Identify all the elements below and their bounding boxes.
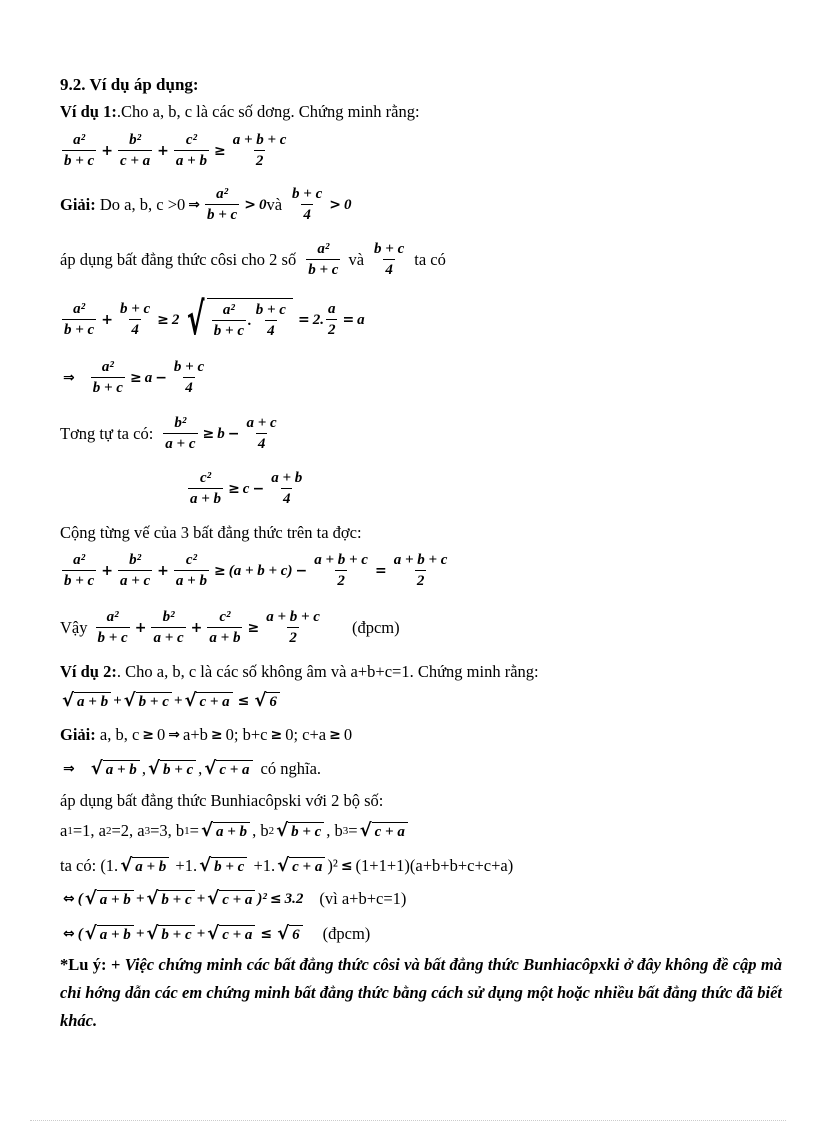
inequality-main: $\frac{\text{a²}}{b + c}$ + $\frac{\text{b²}}{c + a}$ + $\frac{\text{c²}}{a + b}$ ≥ $\frac{a + b + c}{2}$: [64, 132, 287, 169]
example-1-text: .Cho a, b, c là các số dơng. Chứng minh rằng:: [116, 102, 420, 121]
equiv-line-1: ⇔ ( √ a + b + √ b + c + √ c + a )² ≤ 3.2 (vì a+b+c=1): [63, 888, 407, 909]
implication-c: $\frac{\text{c²}}{a + b}$ ≥ c − $\frac{a + b}{4}$: [190, 470, 303, 507]
solution-1-line: Giải: Do a, b, c >0 ⇒ $\frac{\text{a²}}{b + c}$ > 0 và $\frac{b + c}{4}$ > 0: [60, 186, 352, 223]
solution-2-label: Giải:: [60, 725, 96, 744]
solution-2-line: Giải: a, b, c ≥ 0 ⇒ a+b ≥ 0; b+c ≥ 0; c+a ≥ 0: [60, 725, 353, 744]
note-label: *Lu ý:: [60, 955, 107, 974]
example-1-heading: [60, 104, 420, 121]
implication-a: ⇒ $\frac{\text{a²}}{b + c}$ ≥ a − $\frac{b + c}{4}$: [63, 359, 205, 396]
conclusion-label: Vậy: [60, 617, 88, 637]
bunhia-text: áp dụng bất đẳng thức Bunhiacôpski với 2 bộ số:: [60, 791, 384, 810]
note-text: Việc chứng minh các bất đẳng thức côsi và bất đẳng thức Bunhiacôpxki ở đây không đề cập mà chỉ hớng dẫn các em chứng minh bất đẳng thức bằng cách sử dụng một hoặc nhiều bất đẳng thức đã biết khác.: [60, 955, 783, 1030]
meaningful-text: có nghĩa.: [260, 758, 322, 778]
and-text: và: [266, 194, 283, 214]
tuples-line: a 1 =1, a 2 =2, a 3 =3, b 1 = √ a + b , b 2 √ b + c , b 3 = √ c + a: [60, 822, 410, 840]
sum-inequality: $\frac{\text{a²}}{b + c}$ + $\frac{\text{b²}}{a + c}$ + $\frac{\text{c²}}{a + b}$ ≥ (a + b + c) − $\frac{a + b + c}{2}$ = $\frac{a + b + c}{2}$: [64, 552, 448, 589]
bunhia-apply-prefix: ta có: (1.: [60, 855, 119, 875]
bunhia-rhs: (1+1+1)(a+b+b+c+c+a): [355, 855, 514, 875]
cond-2: 0; b+c: [225, 725, 268, 744]
bunhia-apply: ta có: (1. √ a + b +1. √ b + c +1. √ c + a )² ≤ (1+1+1)(a+b+b+c+c+a): [60, 855, 514, 876]
equiv-line-2: ⇔ ( √ a + b + √ b + c + √ c + a ≤ √ 6 (đpcm): [63, 923, 371, 944]
conclusion-1: Vậy $\frac{\text{a²}}{b + c}$ + $\frac{\text{b²}}{a + c}$ + $\frac{\text{c²}}{a + b}$ ≥ $\frac{a + b + c}{2}$ (đpcm): [60, 609, 400, 646]
dpcm-1: (đpcm): [351, 617, 400, 637]
cosi-line: áp dụng bất đẳng thức côsi cho 2 số $\frac{\text{a²}}{b + c}$ và $\frac{b + c}{4}$ ta có: [60, 241, 446, 278]
meaningful-line: ⇒ √ a + b , √ b + c , √ c + a có nghĩa.: [63, 758, 322, 779]
cosi-text: áp dụng bất đẳng thức côsi cho 2 số: [60, 249, 297, 269]
cosi-end: ta có: [414, 249, 446, 269]
solution-1-label: Giải:: [60, 194, 96, 214]
cosi-and: và: [348, 249, 365, 269]
because-text: (vì a+b+c=1): [319, 888, 407, 908]
similarly-text: Tơng tự ta có:: [60, 423, 154, 443]
cond-4: 0: [343, 725, 353, 744]
example-2-heading: [60, 664, 539, 681]
example-2-label: Ví dụ 2:: [60, 662, 117, 681]
inequality-2: √ a + b + √ b + c + √ c + a ≤ √ 6: [60, 692, 282, 710]
solution-1-text: Do a, b, c >0: [99, 194, 186, 214]
cosi-application: $\frac{\text{a²}}{b + c}$ + $\frac{b + c}{4}$ ≥ 2 √ $\frac{\text{a²}}{b + c}$ . $\frac{b + c}{4}$ = 2. $\frac{a}{2}$ = a: [64, 294, 365, 345]
cond-3: 0; c+a: [285, 725, 327, 744]
page-footer-divider: [30, 1120, 786, 1121]
note-block: *Lu ý: + Việc chứng minh các bất đẳng thức côsi và bất đẳng thức Bunhiacôpxki ở đây không đề cập mà chỉ hớng dẫn các em chứng minh bất đẳng thức bằng cách sử dụng một hoặc nhiều bất đẳng thức đã biết khác.: [60, 955, 783, 1030]
dpcm-2: (đpcm): [322, 923, 371, 943]
similarly-line: Tơng tự ta có: $\frac{\text{b²}}{a + c}$ ≥ b − $\frac{a + c}{4}$: [60, 415, 277, 452]
section-title: 9.2. Ví dụ áp dụng:: [60, 75, 199, 94]
adding-text: Cộng từng vế của 3 bất đẳng thức trên ta đợc:: [60, 523, 362, 542]
solution-2-text: a, b, c: [99, 725, 140, 744]
example-2-text: . Cho a, b, c là các số không âm và a+b+c=1. Chứng minh rằng:: [116, 662, 539, 681]
example-1-label: Ví dụ 1:: [60, 102, 117, 121]
cond-1: a+b: [183, 725, 208, 744]
